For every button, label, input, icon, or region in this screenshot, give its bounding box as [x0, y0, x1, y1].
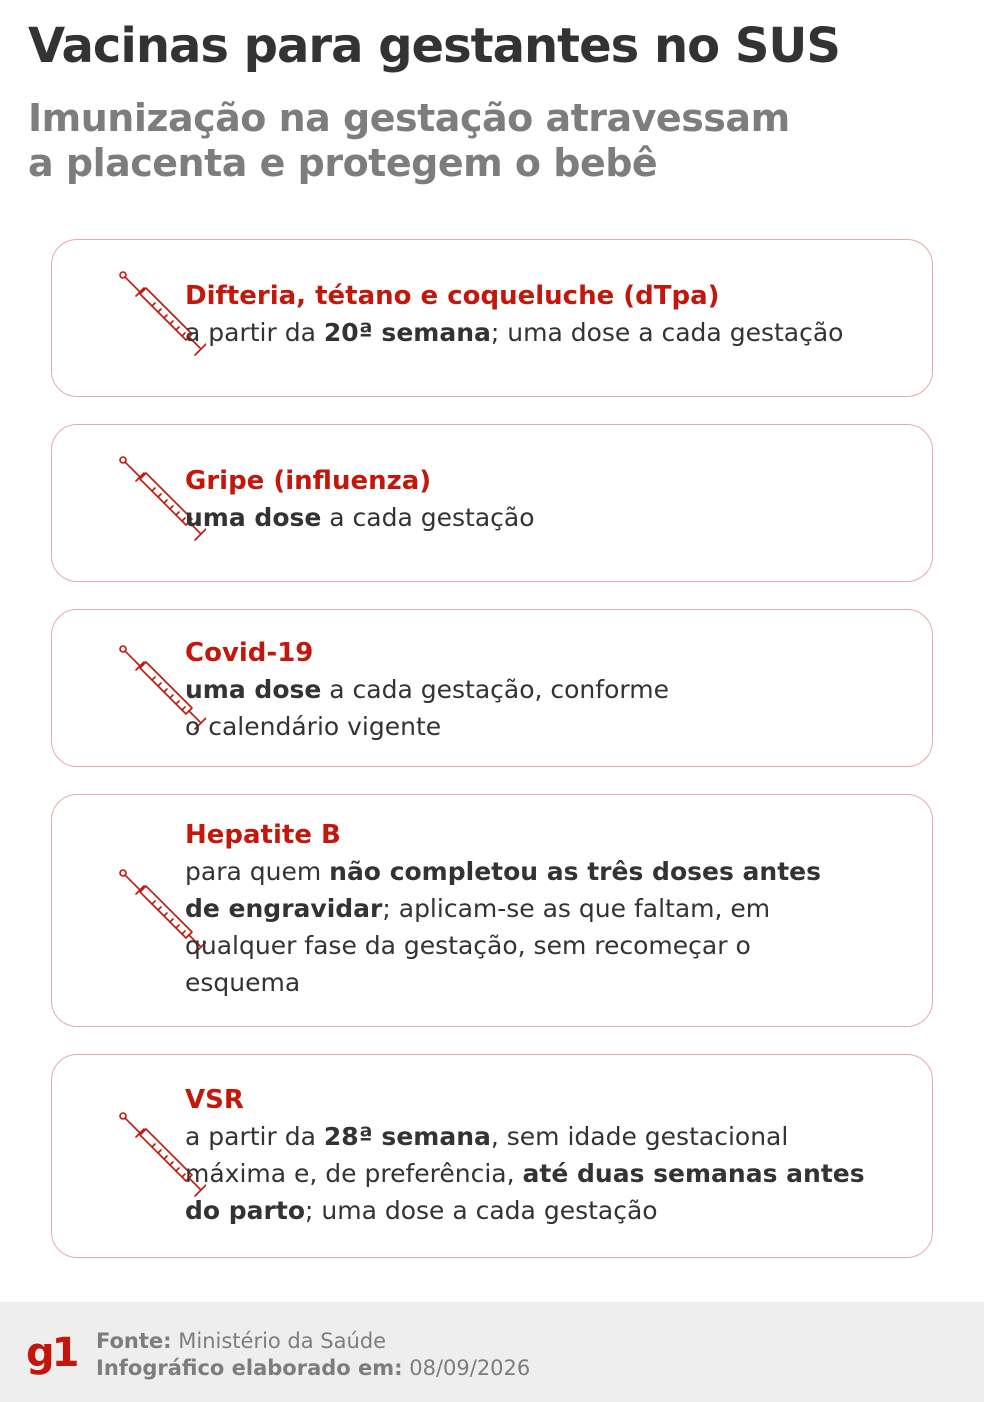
footer: [0, 1302, 984, 1402]
vaccine-name: VSR: [185, 1085, 244, 1115]
vaccine-name: Hepatite B: [185, 820, 341, 850]
description-text: a cada gestação: [321, 503, 535, 532]
vaccine-description: [185, 671, 915, 745]
description-emphasis: do parto: [185, 1196, 305, 1225]
vaccine-description: [185, 1118, 915, 1229]
vaccine-card-hepatite-b: [51, 794, 933, 1027]
description-emphasis: de engravidar: [185, 894, 383, 923]
description-text: o calendário vigente: [185, 712, 442, 741]
vaccine-description: [185, 314, 915, 351]
date-value: 08/09/2026: [409, 1356, 531, 1380]
description-text: a partir da: [185, 318, 324, 347]
description-text: ; uma dose a cada gestação: [490, 318, 844, 347]
description-text: para quem: [185, 857, 330, 886]
vaccine-card-vsr: [51, 1054, 933, 1258]
vaccine-description: [185, 853, 915, 1001]
page-title: Vacinas para gestantes no SUS: [28, 18, 840, 74]
description-text: esquema: [185, 968, 301, 997]
source-label: Fonte:: [96, 1329, 172, 1353]
g1-logo: g1: [26, 1330, 77, 1376]
source-value: Ministério da Saúde: [178, 1329, 387, 1353]
description-emphasis: até duas semanas antes: [522, 1159, 865, 1188]
subtitle-line-2: a placenta e protegem o bebê: [28, 141, 658, 185]
description-emphasis: uma dose: [185, 503, 322, 532]
description-emphasis: não completou as três doses antes: [329, 857, 821, 886]
page-subtitle: [28, 96, 928, 186]
description-text: qualquer fase da gestação, sem recomeçar o: [185, 931, 751, 960]
description-text: a partir da: [185, 1122, 324, 1151]
vaccine-description: [185, 499, 915, 536]
description-text: ; uma dose a cada gestação: [305, 1196, 658, 1225]
vaccine-card-covid: [51, 609, 933, 767]
source-line: [96, 1328, 530, 1355]
subtitle-line-1: Imunização na gestação atravessam: [28, 96, 790, 140]
vaccine-card-dtpa: [51, 239, 933, 397]
description-text: a cada gestação, conforme: [321, 675, 669, 704]
description-text: , sem idade gestacional: [490, 1122, 789, 1151]
description-emphasis: 28ª semana: [323, 1122, 491, 1151]
vaccine-name: Covid-19: [185, 638, 314, 668]
date-label: Infográfico elaborado em:: [96, 1356, 403, 1380]
date-line: [96, 1355, 530, 1382]
description-text: ; aplicam-se as que faltam, em: [382, 894, 771, 923]
footer-credits: [96, 1328, 530, 1382]
description-emphasis: 20ª semana: [323, 318, 491, 347]
description-emphasis: uma dose: [185, 675, 322, 704]
vaccine-name: Difteria, tétano e coqueluche (dTpa): [185, 281, 720, 311]
description-text: máxima e, de preferência,: [185, 1159, 523, 1188]
vaccine-card-influenza: [51, 424, 933, 582]
vaccine-name: Gripe (influenza): [185, 466, 432, 496]
